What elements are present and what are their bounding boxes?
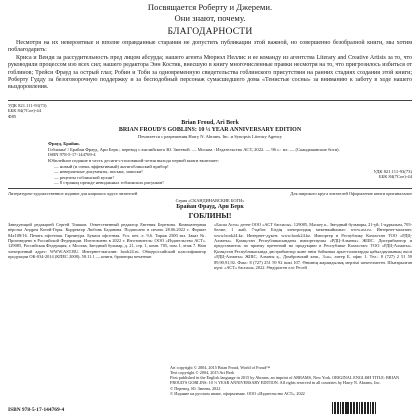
series-name: Серия «СКАНДИНАВСКИЕ БОГИ» xyxy=(175,198,245,204)
colophon-left: Заведующий редакцией Сергей Тишков. Ответственный редактор Евгения Березина. Компьютерная вёрстка Андрея Котой-Горы. Корректор Любовь Баданова. Подписано в печать 28.06.2022 г. Формат 84x108/16. Печать офсетная. Гарнитура. Бумага офсетная. Усл. печ. л. 9,6. Тираж 2500 экз. Заказ №. Произведено в Российской Федерации. Изготовлено в 2022 г. Изготовитель: ООО «Издательство АСТ». 129085, Российская Федерация, г. Москва, Звездный бульвар, д. 21, стр. 1, комн. 705, пом. I, этаж 7. Наш электронный адрес: WWW.AST.RU. Интернет-магазин: book24.ru. Общероссийский классификатор продукции ОК-034-2014 (КПЕС 2008); 58.11.1 — книги, брошюры печатные. xyxy=(8,221,206,260)
bullet-item: — новый (и очень эффективный) антигоблинский прибор! xyxy=(54,163,169,169)
title-en: BRIAN FROUD'S GOBLINS: 10 ½ YEAR ANNIVERSARY EDITION xyxy=(118,126,302,133)
bbk-code: ББК 84(7Сое)-44 xyxy=(8,108,42,114)
meta-block xyxy=(8,103,412,186)
acknowledgements-paragraph-1: Несмотря на их невероятные и вполне оправданные старания не допустить публикации этой важной, но совершенно безобразной книги, мы хотим поблагодарить: xyxy=(8,40,412,54)
title-ru: ГОБЛИНЫ! xyxy=(188,210,232,220)
imprint-page xyxy=(8,0,412,420)
divider xyxy=(8,188,412,189)
genre-row xyxy=(8,191,412,196)
dedication-line-2: Они знают, почему. xyxy=(174,13,246,23)
divider xyxy=(8,100,412,101)
copyright-line: Text copyright © 2004, 2015 Ari Berk xyxy=(170,369,235,375)
catalog-entry: Гоблины! / Брайан Фрауд, Ари Берк ; перевод с английского Ю. Змеевой. — Москва : Издательство АСТ, 2022. — 96 с.: ил. — (Скандинавские боги). xyxy=(48,146,340,152)
permission-note: Печатается с разрешения Harry N. Abrams, Inc. и Synopsis Literary Agency xyxy=(138,133,282,139)
jubilee-intro: Юбилейное издание в честь десяти-с-половиной-летия выхода первой книги включает: xyxy=(48,158,220,163)
copyright-line: © Издание на русском языке, оформление. ООО «Издательство АСТ», 2022 xyxy=(170,390,305,396)
copyright-line: Art copyright © 2004, 2015 Brian Froud, World of Froud™ xyxy=(170,364,271,370)
udk-code: УДК 821.111-93(73) xyxy=(8,102,47,108)
copyright-line: © Перевод. Ю. Змеева, 2022 xyxy=(170,385,221,391)
dedication-line-1: Посвящается Роберту и Джереми. xyxy=(147,2,273,12)
barcode-bar xyxy=(375,402,376,414)
acknowledgements-paragraph-2: Криса и Венди за рассудительность пред лицом абсурда; нашего агента Мюриэл Неллис и ее команду из агентства Literary and Creative Artists за то, что руководили процессом изо всех сил; нашего редактора Энн Костик, внесшую в книгу многочисленные правки несмотря на то, что пригрозилось избиться от гоблинов; Трейси Фрауд за острый глаз; Робин и Тоби за одновременную свидетельства гоблинского присутствия на ранних стадиях создания этой книги; Роберту Гудду за безоговорочную поддержку и за бесподобный персонаж сумасшедшего дома «Тенистые сосны» за вниманию к заботу в ходе нашего выздоровления. xyxy=(8,54,412,91)
author-ru: Фрауд, Брайан. xyxy=(48,141,80,147)
copyright-line: First published in the English language in 2015 by Abrams, an imprint of ABRAMS, New York. ORIGINAL ENGLISH TITLE: BRIAN FROUD'S GOBLINS: 10 ½ YEAR ANNIVERSARY EDITION. All rights reserved in all countries by Harry N. Abrams, Inc. xyxy=(170,375,400,386)
isbn-bottom: ISBN 978-5-17-144769-4 xyxy=(8,407,65,413)
colophon-right: «Баспа Аста» деген ООО «АСТ баспасы». 129085, Мәскеу к., Звездный бульвары, 21-үй, 1-құрылым, 705-бөлме, 1 жай, 7-қабат. Біздің электрондық мекенжайымыз: www.ast.ru. Интернет-магазин: www.book24.kz. Интернет-дүкен: www.book24.kz. Импортер в Республику Казахстан ТОО «РДЦ-Алматы». Қазақстан Республикасындағы импорттаушы «РДЦ-Алматы» ЖШС. Дистрибьютор и представитель по приему претензий на продукцию в Республике Казахстан: ТОО «РДЦ-Алматы». Қазақстан Республикасында дистрибьютор және өнім бойынша арыз-талаптарды қабылдаушының өкілі «РДЦ-Алматы» ЖШС, Алматы қ., Домбровский көш., 3«а», литер Б, офис 1. Тел.: 8 (727) 2 51 59 89,90,91,92. Факс: 8 (727) 251 59 92 ішкі 107. Өнімнің жарамдылық мерзімі шектелмеген. Шығарылған күні: «АСТ» баспасы, 2022. Өндірілген елі: Ресей xyxy=(214,221,412,271)
barcode-graphic xyxy=(332,402,392,414)
genre-left: Литературно-художественное издание для широкого круга читателей xyxy=(8,190,138,196)
bbk-code-right: ББК 84(7Сое)-44 xyxy=(378,174,412,180)
udk-code-right: УДК 821.111-93(73) xyxy=(373,168,412,174)
author-code: Ф85 xyxy=(8,114,17,120)
isbn-line: ISBN 978-5-17-144769-4 xyxy=(48,152,96,158)
copyright-block xyxy=(170,365,410,396)
authors-ru: Брайан Фрауд, Ари Берк xyxy=(176,203,244,210)
bullet-item: — невероятные документы, письма, записки! xyxy=(54,169,143,175)
genre-right: Для широкого круга читателей Оформление книги оригинальное xyxy=(290,190,412,196)
authors-en: Brian Froud, Ari Berk xyxy=(181,119,239,126)
colophon-columns xyxy=(8,222,412,271)
bullet-item: — рецепты гоблинской кухни! xyxy=(54,174,114,180)
bullet-item: — 8 страниц прежде невиданных гоблинских рисунков! xyxy=(54,180,164,186)
acknowledgements-title: БЛАГОДАРНОСТИ xyxy=(167,26,253,37)
